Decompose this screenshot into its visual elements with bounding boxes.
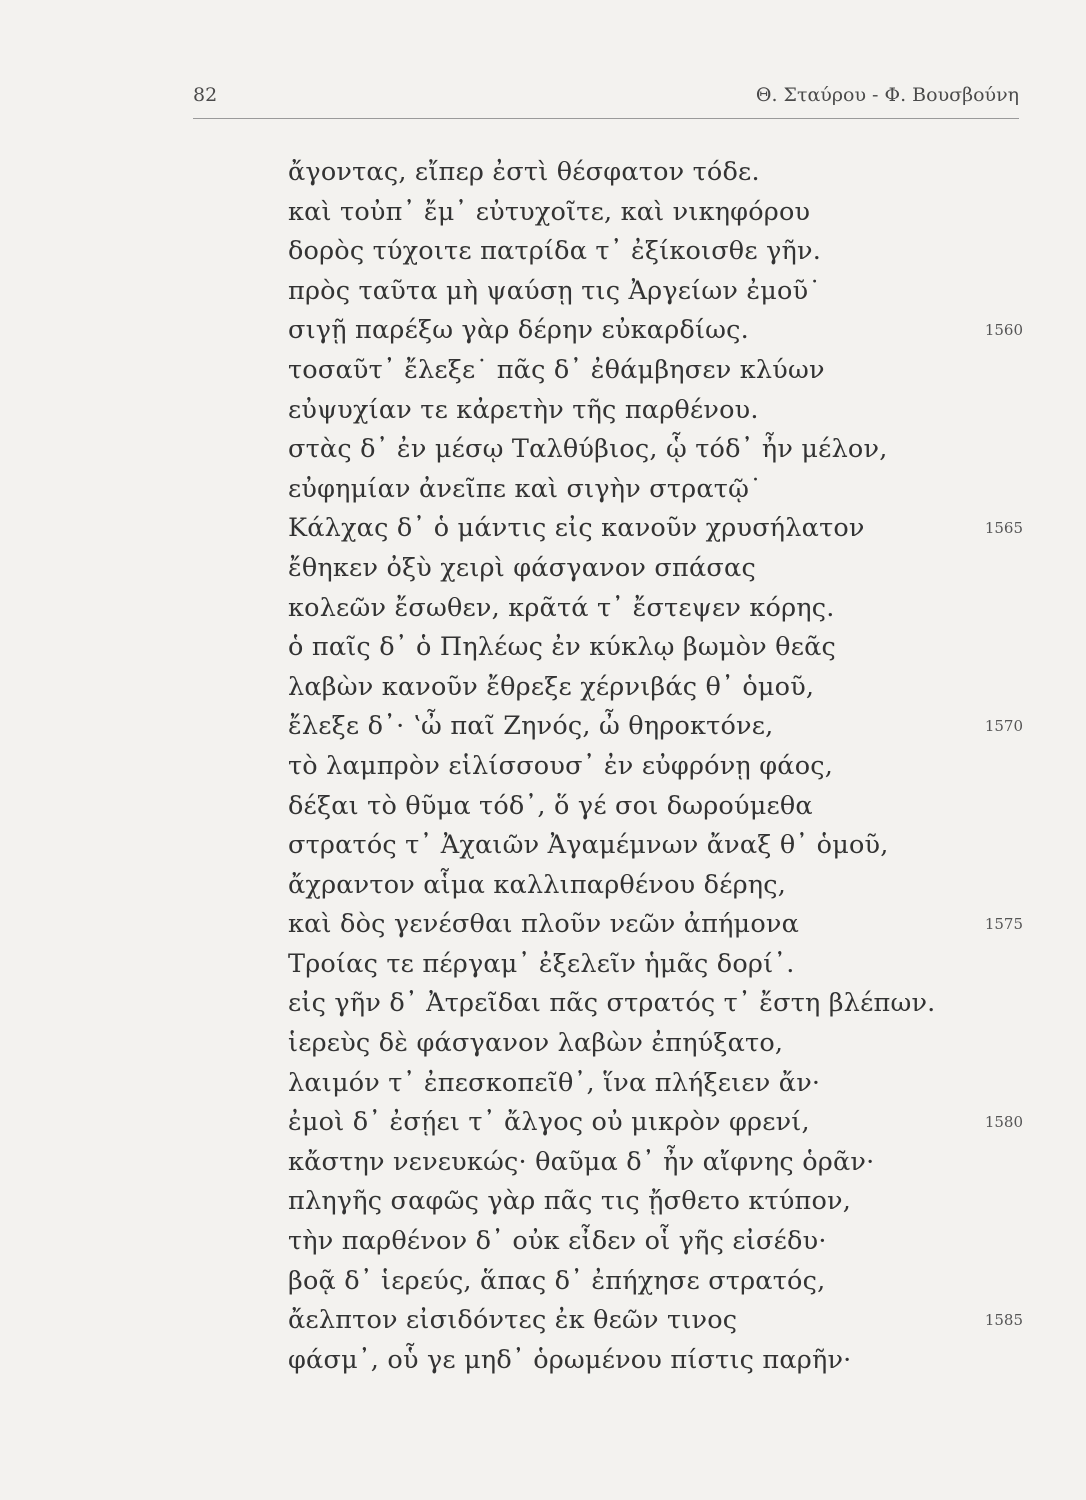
verse-line-text: εὐφημίαν ἀνεῖπε καὶ σιγὴν στρατῷ˙ <box>288 473 763 504</box>
verse-line <box>288 430 1023 470</box>
verse-block <box>288 153 1023 1380</box>
verse-line-text: εἰς γῆν δ᾽ Ἀτρεῖδαι πᾶς στρατός τ᾽ ἔστη βλέπων. <box>288 988 936 1019</box>
verse-line-text: καὶ τοὐπ᾽ ἔμ᾽ εὐτυχοῖτε, καὶ νικηφόρου <box>288 196 811 227</box>
verse-line-text: εὐψυχίαν τε κἀρετὴν τῆς παρθένου. <box>288 394 759 425</box>
verse-line <box>288 1024 1023 1064</box>
verse-line <box>288 589 1023 629</box>
line-number: 1560 <box>984 321 1023 340</box>
verse-line-text: ἄελπτον εἰσιδόντες ἐκ θεῶν τινος <box>288 1305 738 1336</box>
verse-line-text: τὸ λαμπρὸν εἱλίσσουσ᾽ ἐν εὐφρόνῃ φάος, <box>288 750 834 781</box>
verse-line <box>288 1143 1023 1183</box>
verse-line-text: δέξαι τὸ θῦμα τόδ᾽, ὅ γέ σοι δωρούμεθα <box>288 790 813 821</box>
verse-line-text: σιγῇ παρέξω γὰρ δέρην εὐκαρδίως. <box>288 315 749 346</box>
verse-line-text: ἔλεξε δ᾽· ʽὦ παῖ Ζηνός, ὦ θηροκτόνε, <box>288 711 774 742</box>
line-number: 1570 <box>984 717 1023 736</box>
line-number: 1565 <box>984 519 1023 538</box>
verse-line <box>288 707 1023 747</box>
verse-line <box>288 351 1023 391</box>
verse-line-text: Τροίας τε πέργαμ᾽ ἐξελεῖν ἡμᾶς δορί᾽. <box>288 948 795 979</box>
verse-line <box>288 747 1023 787</box>
verse-line-text: στρατός τ᾽ Ἀχαιῶν Ἀγαμέμνων ἄναξ θ᾽ ὁμοῦ, <box>288 830 889 861</box>
verse-line <box>288 391 1023 431</box>
verse-line-text: ἄγοντας, εἴπερ ἐστὶ θέσφατον τόδε. <box>288 157 760 187</box>
verse-line <box>288 1222 1023 1262</box>
verse-line <box>288 549 1023 589</box>
verse-line <box>288 272 1023 312</box>
line-number: 1575 <box>984 915 1023 934</box>
verse-line-text: βοᾷ δ᾽ ἱερεύς, ἅπας δ᾽ ἐπήχησε στρατός, <box>288 1265 826 1296</box>
verse-line-text: ἱερεὺς δὲ φάσγανον λαβὼν ἐπηύξατο, <box>288 1028 784 1059</box>
verse-line <box>288 311 1023 351</box>
verse-line <box>288 509 1023 549</box>
verse-line <box>288 1341 1023 1381</box>
verse-line-text: λαιμόν τ᾽ ἐπεσκοπεῖθ᾽, ἵνα πλήξειεν ἄν· <box>288 1067 821 1098</box>
verse-line-text: λαβὼν κανοῦν ἔθρεξε χέρνιβάς θ᾽ ὁμοῦ, <box>288 671 815 702</box>
verse-line-text: καὶ δὸς γενέσθαι πλοῦν νεῶν ἀπήμονα <box>288 909 799 940</box>
verse-line <box>288 1064 1023 1104</box>
line-number: 1580 <box>984 1113 1023 1132</box>
verse-line <box>288 1301 1023 1341</box>
verse-line <box>288 668 1023 708</box>
verse-line <box>288 945 1023 985</box>
verse-line <box>288 984 1023 1024</box>
verse-line-text: κἄστην νενευκώς· θαῦμα δ᾽ ἦν αἴφνης ὁρᾶν· <box>288 1146 875 1177</box>
header-rule <box>193 118 1019 119</box>
verse-line <box>288 826 1023 866</box>
verse-line-text: ἄχραντον αἷμα καλλιπαρθένου δέρης, <box>288 869 787 900</box>
verse-line-text: Κάλχας δ᾽ ὁ μάντις εἰς κανοῦν χρυσήλατον <box>288 513 865 544</box>
verse-line-text: τὴν παρθένον δ᾽ οὐκ εἶδεν οἷ γῆς εἰσέδυ· <box>288 1226 827 1257</box>
header-title: Θ. Σταύρου - Φ. Βουσβούνη <box>755 84 1019 106</box>
verse-line <box>288 193 1023 233</box>
verse-line-text: πρὸς ταῦτα μὴ ψαύσῃ τις Ἀργείων ἐμοῦ˙ <box>288 275 822 306</box>
verse-line <box>288 232 1023 272</box>
verse-line-text: στὰς δ᾽ ἐν μέσῳ Ταλθύβιος, ᾧ τόδ᾽ ἦν μέλον, <box>288 434 888 465</box>
verse-line <box>288 1103 1023 1143</box>
verse-line <box>288 787 1023 827</box>
verse-line <box>288 1182 1023 1222</box>
verse-line <box>288 905 1023 945</box>
page-number: 82 <box>193 84 218 106</box>
verse-line-text: ὁ παῖς δ᾽ ὁ Πηλέως ἐν κύκλῳ βωμὸν θεᾶς <box>288 632 837 663</box>
verse-line <box>288 153 1023 193</box>
verse-line-text: ἐμοὶ δ᾽ ἐσῄει τ᾽ ἄλγος οὐ μικρὸν φρενί, <box>288 1107 810 1138</box>
verse-line-text: πληγῆς σαφῶς γὰρ πᾶς τις ᾔσθετο κτύπον, <box>288 1186 852 1217</box>
verse-line-text: δορὸς τύχοιτε πατρίδα τ᾽ ἐξίκοισθε γῆν. <box>288 236 822 267</box>
verse-line-text: ἔθηκεν ὀξὺ χειρὶ φάσγανον σπάσας <box>288 552 756 583</box>
verse-line-text: φάσμ᾽, οὗ γε μηδ᾽ ὁρωμένου πίστις παρῆν· <box>288 1344 852 1375</box>
verse-line <box>288 470 1023 510</box>
line-number: 1585 <box>984 1311 1023 1330</box>
verse-line <box>288 866 1023 906</box>
running-head <box>193 84 1019 114</box>
verse-line <box>288 1262 1023 1302</box>
verse-line-text: κολεῶν ἔσωθεν, κρᾶτά τ᾽ ἔστεψεν κόρης. <box>288 592 835 623</box>
verse-line-text: τοσαῦτ᾽ ἔλεξε˙ πᾶς δ᾽ ἐθάμβησεν κλύων <box>288 354 825 385</box>
verse-line <box>288 628 1023 668</box>
